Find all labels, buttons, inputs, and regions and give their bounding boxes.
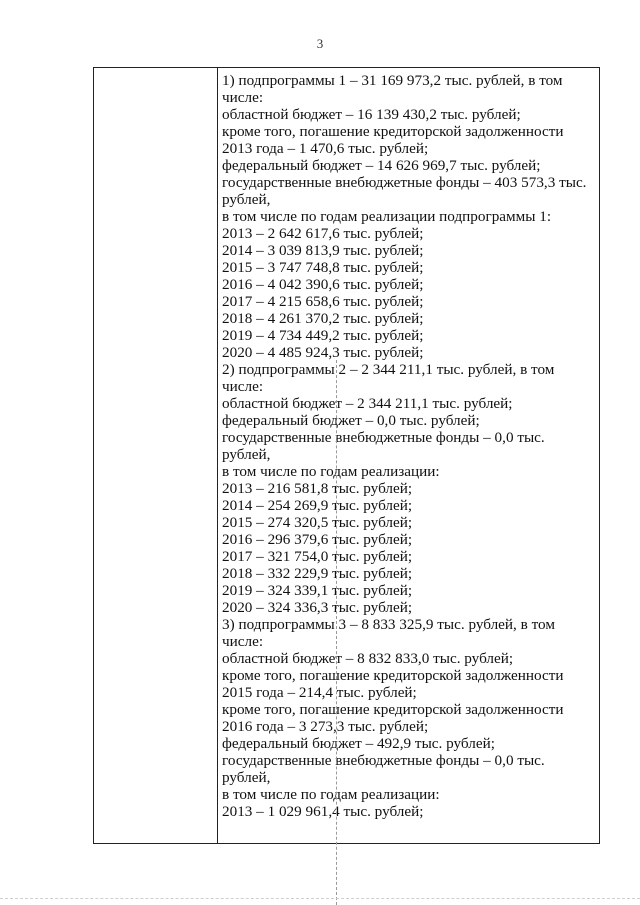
text-line: 2016 года – 3 273,3 тыс. рублей; — [222, 718, 429, 735]
financing-text-cell — [222, 72, 592, 820]
text-line: 2013 года – 1 470,6 тыс. рублей; — [222, 140, 429, 157]
text-line: 2015 года – 214,4 тыс. рублей; — [222, 684, 417, 701]
text-line: рублей, — [222, 446, 271, 463]
text-line: кроме того, погашение кредиторской задолженности — [222, 701, 564, 718]
text-line: 2018 – 332 229,9 тыс. рублей; — [222, 565, 413, 582]
text-line: рублей, — [222, 769, 271, 786]
text-line: 2018 – 4 261 370,2 тыс. рублей; — [222, 310, 424, 327]
text-line: 2013 – 2 642 617,6 тыс. рублей; — [222, 225, 424, 242]
text-line: 2019 – 324 339,1 тыс. рублей; — [222, 582, 413, 599]
text-line: 3) подпрограммы 3 – 8 833 325,9 тыс. рублей, в том — [222, 616, 555, 633]
text-line: федеральный бюджет – 14 626 969,7 тыс. рублей; — [222, 157, 541, 174]
text-line: 2014 – 254 269,9 тыс. рублей; — [222, 497, 413, 514]
column-divider — [217, 68, 218, 843]
text-line: 2020 – 4 485 924,3 тыс. рублей; — [222, 344, 424, 361]
text-line: кроме того, погашение кредиторской задолженности — [222, 123, 564, 140]
text-line: государственные внебюджетные фонды – 0,0 тыс. — [222, 752, 545, 769]
text-line: 2016 – 4 042 390,6 тыс. рублей; — [222, 276, 424, 293]
text-line: государственные внебюджетные фонды – 403 573,3 тыс. — [222, 174, 587, 191]
text-line: 2015 – 3 747 748,8 тыс. рублей; — [222, 259, 424, 276]
text-line: 2015 – 274 320,5 тыс. рублей; — [222, 514, 413, 531]
text-line: числе: — [222, 633, 264, 650]
text-line: 2013 – 216 581,8 тыс. рублей; — [222, 480, 413, 497]
text-line: числе: — [222, 89, 264, 106]
text-line: 2019 – 4 734 449,2 тыс. рублей; — [222, 327, 424, 344]
text-line: рублей, — [222, 191, 271, 208]
text-line: федеральный бюджет – 0,0 тыс. рублей; — [222, 412, 480, 429]
text-line: федеральный бюджет – 492,9 тыс. рублей; — [222, 735, 495, 752]
text-line: в том числе по годам реализации: — [222, 463, 440, 480]
text-line: в том числе по годам реализации подпрограммы 1: — [222, 208, 552, 225]
text-line: в том числе по годам реализации: — [222, 786, 440, 803]
text-line: 2013 – 1 029 961,4 тыс. рублей; — [222, 803, 424, 820]
page-number: 3 — [316, 36, 324, 51]
text-line: кроме того, погашение кредиторской задолженности — [222, 667, 564, 684]
scan-bottom-edge — [0, 898, 640, 899]
text-line: 2017 – 321 754,0 тыс. рублей; — [222, 548, 413, 565]
text-line: 1) подпрограммы 1 – 31 169 973,2 тыс. рублей, в том — [222, 72, 563, 89]
text-line: 2020 – 324 336,3 тыс. рублей; — [222, 599, 413, 616]
scan-fold-line — [336, 360, 337, 905]
text-line: 2017 – 4 215 658,6 тыс. рублей; — [222, 293, 424, 310]
text-line: 2) подпрограммы 2 – 2 344 211,1 тыс. рублей, в том — [222, 361, 555, 378]
text-line: областной бюджет – 16 139 430,2 тыс. рублей; — [222, 106, 521, 123]
text-line: государственные внебюджетные фонды – 0,0 тыс. — [222, 429, 545, 446]
text-line: 2014 – 3 039 813,9 тыс. рублей; — [222, 242, 424, 259]
text-line: числе: — [222, 378, 264, 395]
text-line: областной бюджет – 2 344 211,1 тыс. рублей; — [222, 395, 513, 412]
text-line: 2016 – 296 379,6 тыс. рублей; — [222, 531, 413, 548]
text-line: областной бюджет – 8 832 833,0 тыс. рублей; — [222, 650, 514, 667]
document-table — [93, 67, 600, 844]
